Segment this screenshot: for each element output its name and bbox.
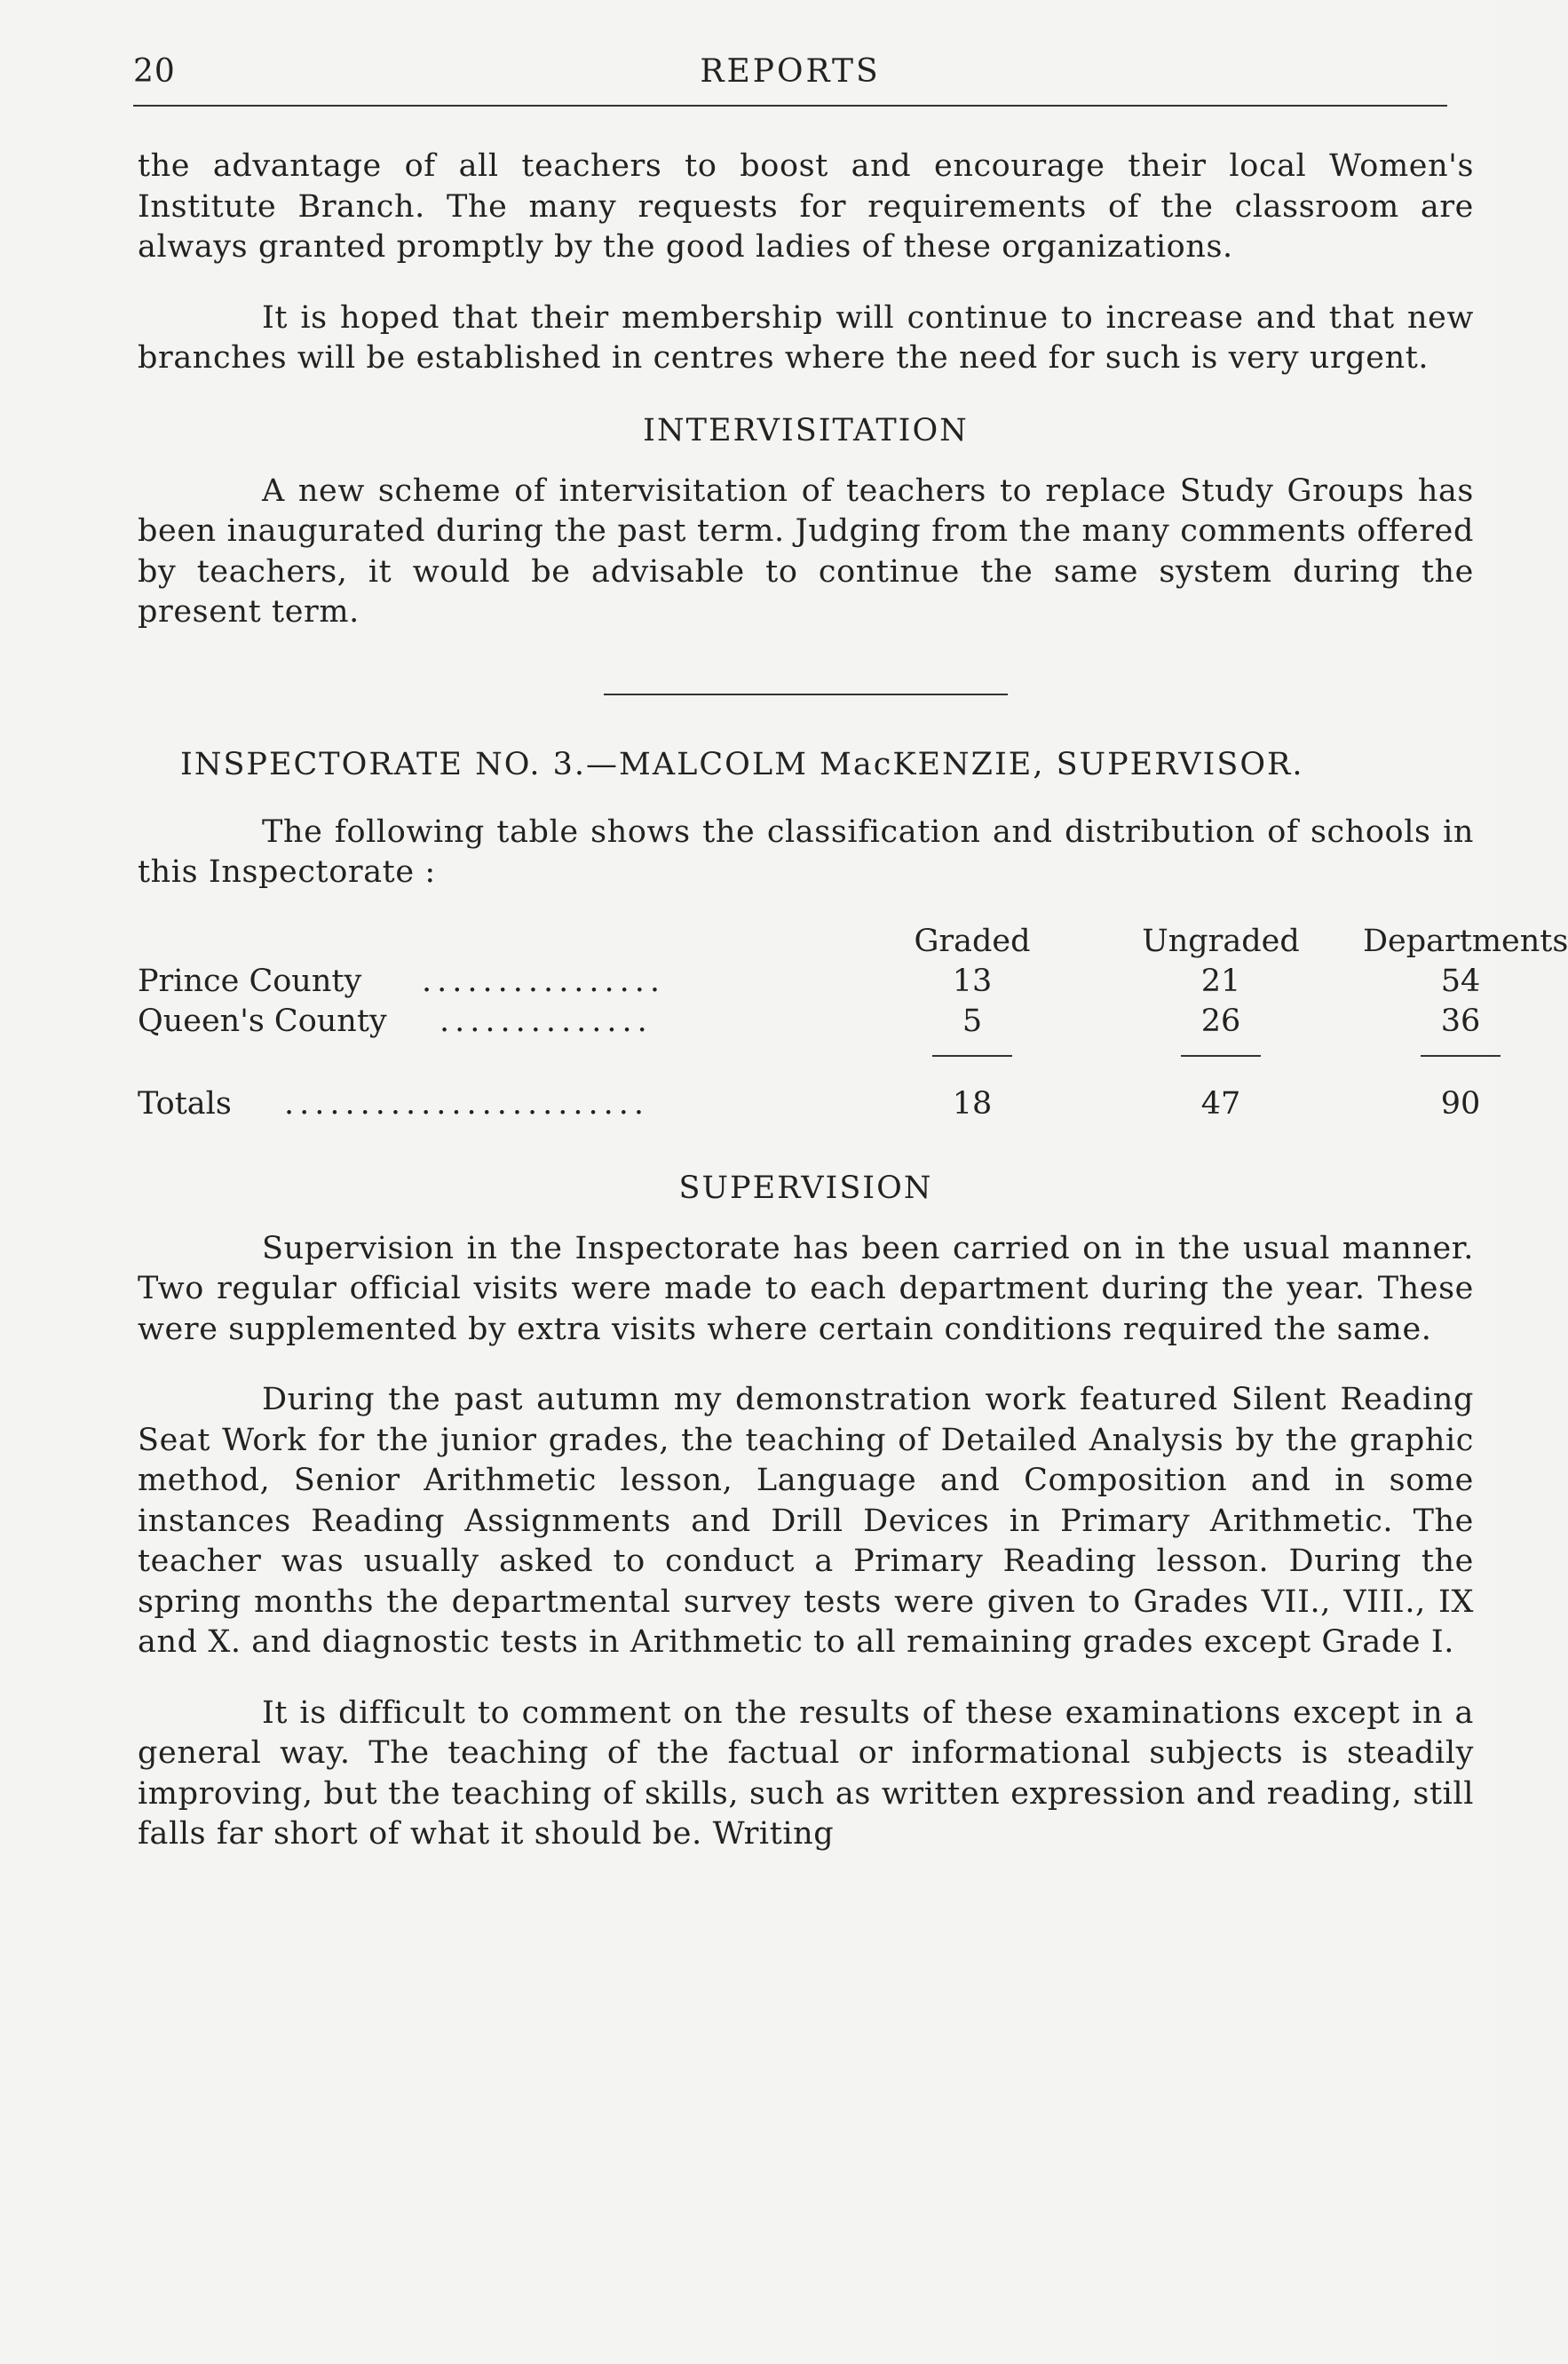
table-totals-row — [138, 1085, 1481, 1126]
dot-leader: .............. — [440, 1003, 653, 1039]
table-row — [138, 963, 1481, 1004]
cell-ungraded: 26 — [1200, 1003, 1241, 1039]
cell-departments: 54 — [1440, 963, 1481, 999]
running-head: REPORTS — [700, 53, 881, 90]
total-graded: 18 — [952, 1085, 993, 1122]
total-ungraded: 47 — [1200, 1085, 1241, 1122]
paragraph-womens-institute: the advantage of all teachers to boost and encourage their local Women's Institute Branch. The many requests for requirements of the classroom are always granted promptly by the good ladies of these organizations. — [138, 148, 1474, 265]
section-divider — [604, 694, 1008, 695]
cell-graded: 5 — [962, 1003, 983, 1039]
intervisitation-heading: INTERVISITATION — [643, 412, 969, 448]
paragraph-table-intro: The following table shows the classification and distribution of schools in this Inspectorate : — [138, 813, 1474, 890]
dot-leader: ................ — [422, 963, 666, 999]
inspectorate-heading: INSPECTORATE NO. 3.—MALCOLM MacKENZIE, SUPERVISOR. — [180, 746, 1304, 782]
cell-graded: 13 — [952, 963, 993, 999]
table-row — [138, 1003, 1481, 1043]
row-label-queens-county: Queen's County — [138, 1003, 387, 1039]
paragraph-supervision-visits: Supervision in the Inspectorate has been carried on in the usual manner. Two regular official visits were made to each department during the year. These were supplemented by extra visits where certain conditions required the same. — [138, 1230, 1474, 1347]
page-number: 20 — [133, 53, 176, 90]
row-label-totals: Totals — [138, 1085, 232, 1122]
column-header-departments: Departments — [1363, 923, 1568, 959]
paragraph-examination-results: It is difficult to comment on the results of these examinations except in a general way. The teaching of the factual or informational subjects is steadily improving, but the teaching of skills, such as written expression and reading, still falls far short of what it should be. Writing — [138, 1694, 1474, 1852]
schools-table — [138, 923, 1568, 1137]
paragraph-intervisitation: A new scheme of intervisitation of teachers to replace Study Groups has been inaugurated during the past term. Judging from the many comments offered by teachers, it would be advisable to continue the same system during the present term. — [138, 472, 1474, 630]
sum-line-departments — [1421, 1055, 1501, 1057]
page-body — [138, 147, 1568, 1885]
paragraph-membership: It is hoped that their membership will continue to increase and that new branches will be established in centres where the need for such is very urgent. — [138, 299, 1474, 376]
page-header — [133, 52, 1447, 107]
total-departments: 90 — [1440, 1085, 1481, 1122]
sum-line-ungraded — [1181, 1055, 1261, 1057]
cell-departments: 36 — [1440, 1003, 1481, 1039]
dot-leader: ........................ — [284, 1085, 650, 1122]
paragraph-demonstration-work: During the past autumn my demonstration work featured Silent Reading Seat Work for the junior grades, the teaching of Detailed Analysis by the graphic method, Senior Arithmetic lesson, Language and Composition and in some instances Reading Assignments and Drill Devices in Primary Arithmetic. The teacher was usually asked to conduct a Primary Reading lesson. During the spring months the departmental survey tests were given to Grades VII., VIII., IX and X. and diagnostic tests in Arithmetic to all remaining grades except Grade I. — [138, 1382, 1474, 1660]
column-header-ungraded: Ungraded — [1142, 923, 1300, 959]
supervision-heading: SUPERVISION — [678, 1170, 933, 1206]
sum-line-graded — [932, 1055, 1012, 1057]
cell-ungraded: 21 — [1200, 963, 1241, 999]
column-header-graded: Graded — [914, 923, 1031, 959]
row-label-prince-county: Prince County — [138, 963, 362, 999]
